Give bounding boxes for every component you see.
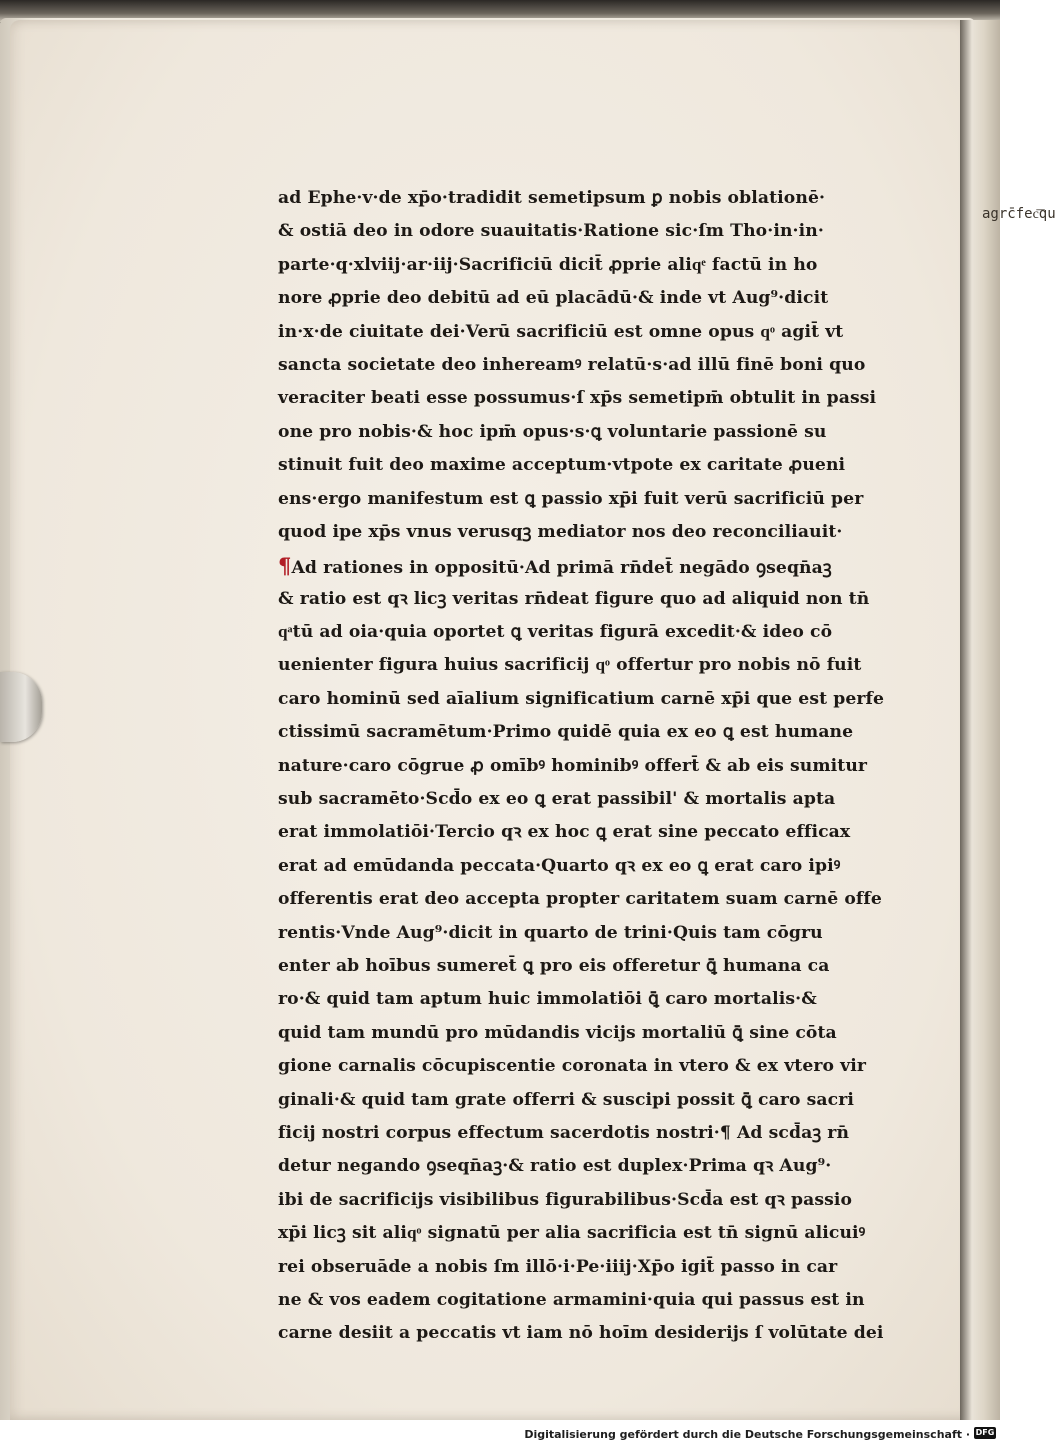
text-line [278, 716, 898, 749]
line-text: one pro nobis·& hoc ipm̄ opus·s·ꝗ voluntarie passionē su [278, 421, 827, 442]
text-line [278, 316, 898, 349]
line-text: carne desiit a peccatis vt iam nō hoīm desiderijs ſ volūtate dei [278, 1323, 884, 1344]
line-text: detur negando ꝯseqn̄aꝫ·& ratio est duplex·Prima qꝛ Aug⁹· [278, 1156, 832, 1177]
line-text: caro hominū sed aīalium significatium carnē xp̄i que est perfe [278, 688, 885, 709]
line-text: parte·q·xlviij·ar·iij·Sacrificiū dicit̄ ꝓprie aliqͤ factū in ho [278, 254, 818, 275]
line-text: xp̄i licꝫ sit aliqͦ signatū per alia sacrificia est tn̄ signū alicuiꝰ [278, 1223, 866, 1244]
text-line [278, 683, 898, 716]
text-line [278, 1050, 898, 1083]
line-text: erat ad emūdanda peccata·Quarto qꝛ ex eo ꝗ erat caro ipiꝰ [278, 855, 841, 876]
text-line [278, 215, 898, 248]
text-line [278, 1150, 898, 1183]
line-text: gione carnalis cōcupiscentie coronata in vtero & ex vtero vir [278, 1056, 867, 1077]
text-line [278, 1184, 898, 1217]
adjacent-page-text: agrc̄fec͞qu [982, 206, 1056, 222]
text-line [278, 483, 898, 516]
text-line [278, 282, 898, 315]
line-text: offerentis erat deo accepta propter caritatem suam carnē offe [278, 889, 882, 910]
text-line [278, 516, 898, 549]
line-text: ens·ergo manifestum est ꝗ passio xp̄i fuit verū sacrificiū per [278, 488, 864, 509]
text-line [278, 983, 898, 1016]
text-line [278, 750, 898, 783]
text-line [278, 816, 898, 849]
text-line [278, 1117, 898, 1150]
line-text: nore ꝓprie deo debitū ad eū placādū·& inde vt Aug⁹·dicit [278, 288, 829, 309]
line-text: & ratio est qꝛ licꝫ veritas rn̄deat figure quo ad aliquid non tn̄ [278, 588, 870, 609]
line-text: erat immolatiōi·Tercio qꝛ ex hoc ꝗ erat sine peccato efficax [278, 822, 851, 843]
line-text: uenienter figura huius sacrificij qͦ offertur pro nobis nō fuit [278, 655, 862, 676]
footer-credit: Digitalisierung gefördert durch die Deutsche Forschungsgemeinschaft · [524, 1428, 970, 1441]
text-line [278, 249, 898, 282]
dfg-logo-icon: DFG [975, 1428, 995, 1437]
rubric-mark: ¶ [278, 553, 292, 579]
line-text: veraciter beati esse possumus·ſ xp̄s semetipm̄ obtulit in passi [278, 388, 877, 409]
line-text: ad Ephe·v·de xp̄o·tradidit semetipsum ꝑ nobis oblationē· [278, 188, 826, 208]
line-text: & ostiā deo in odore suauitatis·Ratione sic·ſm Tho·in·in· [278, 221, 824, 242]
line-text: stinuit fuit deo maxime acceptum·vtpote ex caritate ꝓueni [278, 455, 846, 476]
text-line [278, 950, 898, 983]
line-text: sub sacramēto·Scd̄o ex eo ꝗ erat passibil' & mortalis apta [278, 789, 836, 810]
text-line [278, 549, 898, 582]
line-text: ficij nostri corpus effectum sacerdotis nostri·¶ Ad scd̄aꝫ rn̄ [278, 1122, 850, 1143]
line-text: enter ab hoībus sumeret̄ ꝗ pro eis offeretur ꝗ̄ humana ca [278, 955, 830, 976]
text-line [278, 883, 898, 916]
text-block [278, 182, 898, 1351]
text-line [278, 416, 898, 449]
text-line [278, 1317, 898, 1350]
line-text: in·x·de ciuitate dei·Verū sacrificiū est omne opus qͦ agit̄ vt [278, 321, 844, 342]
text-line [278, 1084, 898, 1117]
line-text: ne & vos eadem cogitatione armamini·quia qui passus est in [278, 1289, 865, 1310]
line-text: ibi de sacrificijs visibilibus figurabilibus·Scd̄a est qꝛ passio [278, 1189, 853, 1210]
line-text: ctissimū sacramētum·Primo quidē quia ex eo ꝗ est humane [278, 722, 854, 743]
line-text: sancta societate deo inhereamꝰ relatū·s·ad illū finē boni quo [278, 354, 866, 375]
text-line [278, 349, 898, 382]
text-line [278, 1217, 898, 1250]
text-line [278, 449, 898, 482]
line-text: Ad rationes in oppositū·Ad primā rn̄det̄ negādo ꝯseqn̄aꝫ [291, 558, 832, 579]
text-line [278, 1251, 898, 1284]
text-line [278, 1017, 898, 1050]
line-text: rentis·Vnde Aug⁹·dicit in quarto de trini·Quis tam cōgru [278, 922, 823, 943]
text-line [278, 917, 898, 950]
line-text: quid tam mundū pro mūdandis vicijs mortaliū ꝗ̄ sine cōta [278, 1022, 837, 1043]
line-text: qͣtū ad oia·quia oportet ꝗ veritas figurā excedit·& ideo cō [278, 622, 833, 643]
line-text: rei obseruāde a nobis ſm illō·i·Pe·iiij·Xp̄o igit̄ passo in car [278, 1256, 838, 1277]
text-line [278, 616, 898, 649]
text-line [278, 850, 898, 883]
text-line [278, 783, 898, 816]
footer [0, 1420, 1000, 1448]
line-text: nature·caro cōgrue ꝓ omībꝰ hominibꝰ offert̄ & ab eis sumitur [278, 755, 868, 776]
text-line [278, 649, 898, 682]
text-line [278, 583, 898, 616]
line-text: ginali·& quid tam grate offerri & suscipi possit ꝗ̄ caro sacri [278, 1089, 855, 1110]
line-text: quod ipe xp̄s vnus verusqꝫ mediator nos deo reconciliauit· [278, 521, 843, 542]
text-line [278, 1284, 898, 1317]
text-line [278, 182, 898, 215]
line-text: ro·& quid tam aptum huic immolatiōi ꝗ̄ caro mortalis·& [278, 989, 817, 1010]
text-line [278, 382, 898, 415]
